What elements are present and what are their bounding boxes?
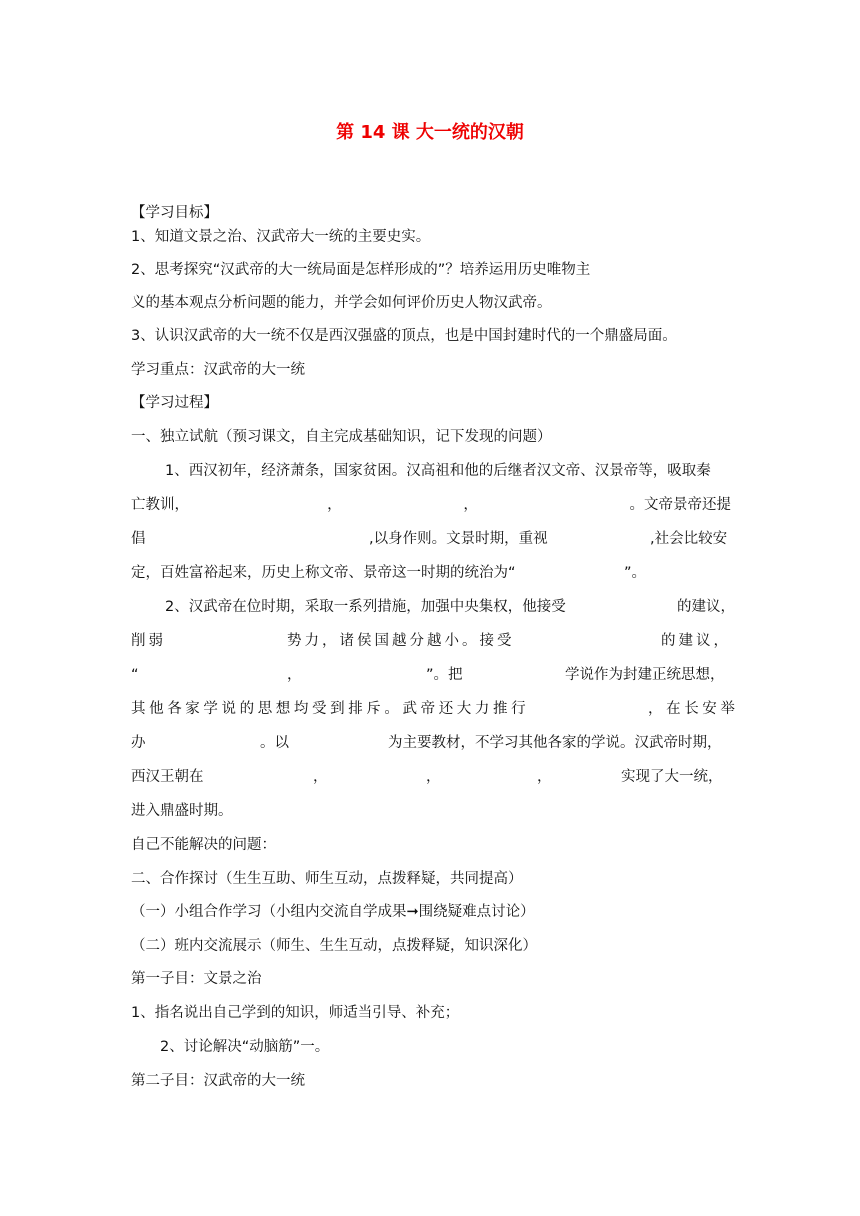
- p1-line1: 1、西汉初年，经济萧条，国家贫困。汉高祖和他的后继者汉文帝、汉景帝等，吸取秦: [165, 463, 711, 479]
- p2-line6-a: 西汉王朝在: [131, 769, 204, 785]
- objective-1: 1、知道文景之治、汉武帝大一统的主要史实。: [131, 229, 431, 245]
- p2-line6-d: ，: [537, 769, 552, 785]
- p2-line4-b: ，在长安举: [648, 701, 739, 717]
- unsolved-questions: 自己不能解决的问题：: [131, 837, 276, 853]
- p2-line2-c: 的建议，: [661, 633, 731, 649]
- section2-heading: 二、合作探讨（生生互助、师生互动，点拨释疑，共同提高）: [131, 871, 523, 887]
- p2-line6-b: ，: [313, 769, 328, 785]
- group-study: （一）小组合作学习（小组内交流自学成果➞围绕疑难点讨论）: [131, 904, 535, 920]
- p2-line1-a: 2、汉武帝在位时期，采取一系列措施，加强中央集权，他接受: [165, 599, 566, 615]
- p2-line3-d: 学说作为封建正统思想，: [565, 667, 725, 683]
- p1-line4-b: ”。: [624, 565, 647, 581]
- p2-line6-c: ，: [426, 769, 441, 785]
- p2-line5-b: 。以: [260, 735, 289, 751]
- p2-line3-c: ”。把: [426, 667, 463, 683]
- process-heading: 【学习过程】: [131, 395, 218, 411]
- p2-line3-b: ，: [287, 667, 302, 683]
- p1-line3-b: ,以身作则。文景时期，重视: [369, 531, 548, 547]
- p1-line2: [131, 495, 731, 515]
- page-title: 第 14 课 大一统的汉朝: [336, 122, 524, 143]
- subtopic-1-heading: 第一子目：文景之治: [131, 971, 262, 987]
- subtopic-2-heading: 第二子目：汉武帝的大一统: [131, 1073, 305, 1089]
- p1-line2-seg: ，: [463, 497, 478, 513]
- p2-line2-b: 势力，诸侯国越分越小。接受: [287, 633, 515, 649]
- p2-line4-a: 其他各家学说的思想均受到排斥。武帝还大力推行: [131, 701, 530, 717]
- p2-line7: 进入鼎盛时期。: [131, 803, 233, 819]
- key-point: 学习重点：汉武帝的大一统: [131, 362, 305, 378]
- p1-line3-a: 倡: [131, 531, 146, 547]
- p2-line3-a: “: [131, 667, 139, 683]
- p2-line5-a: 办: [131, 735, 146, 751]
- p1-line3-c: ,社会比较安: [650, 531, 728, 547]
- class-share: （二）班内交流展示（师生、生生互动，点拨释疑，知识深化）: [131, 938, 537, 954]
- p1-line4-a: 定，百姓富裕起来，历史上称文帝、景帝这一时期的统治为“: [131, 565, 516, 581]
- p1-line2-seg: ，: [327, 497, 342, 513]
- objective-2-cont: 义的基本观点分析问题的能力，并学会如何评价历史人物汉武帝。: [131, 295, 552, 311]
- p1-line2-seg: 亡教训，: [131, 497, 189, 513]
- p2-line1-b: 的建议，: [677, 599, 735, 615]
- subtopic-1-item-1: 1、指名说出自己学到的知识，师适当引导、补充；: [131, 1005, 460, 1021]
- objective-3: 3、认识汉武帝的大一统不仅是西汉强盛的顶点，也是中国封建时代的一个鼎盛局面。: [131, 328, 677, 344]
- p1-line2-seg: 。文帝景帝还提: [629, 497, 731, 513]
- subtopic-1-item-2: 2、讨论解决“动脑筋”一。: [160, 1039, 330, 1055]
- objective-2: 2、思考探究“汉武帝的大一统局面是怎样形成的”？培养运用历史唯物主: [131, 262, 591, 278]
- section1-heading: 一、独立试航（预习课文，自主完成基础知识，记下发现的问题）: [131, 429, 552, 445]
- p2-line2-a: 削弱: [131, 633, 166, 649]
- p2-line6-e: 实现了大一统，: [621, 769, 723, 785]
- p2-line5-c: 为主要教材，不学习其他各家的学说。汉武帝时期，: [388, 735, 722, 751]
- objectives-heading: 【学习目标】: [131, 205, 218, 221]
